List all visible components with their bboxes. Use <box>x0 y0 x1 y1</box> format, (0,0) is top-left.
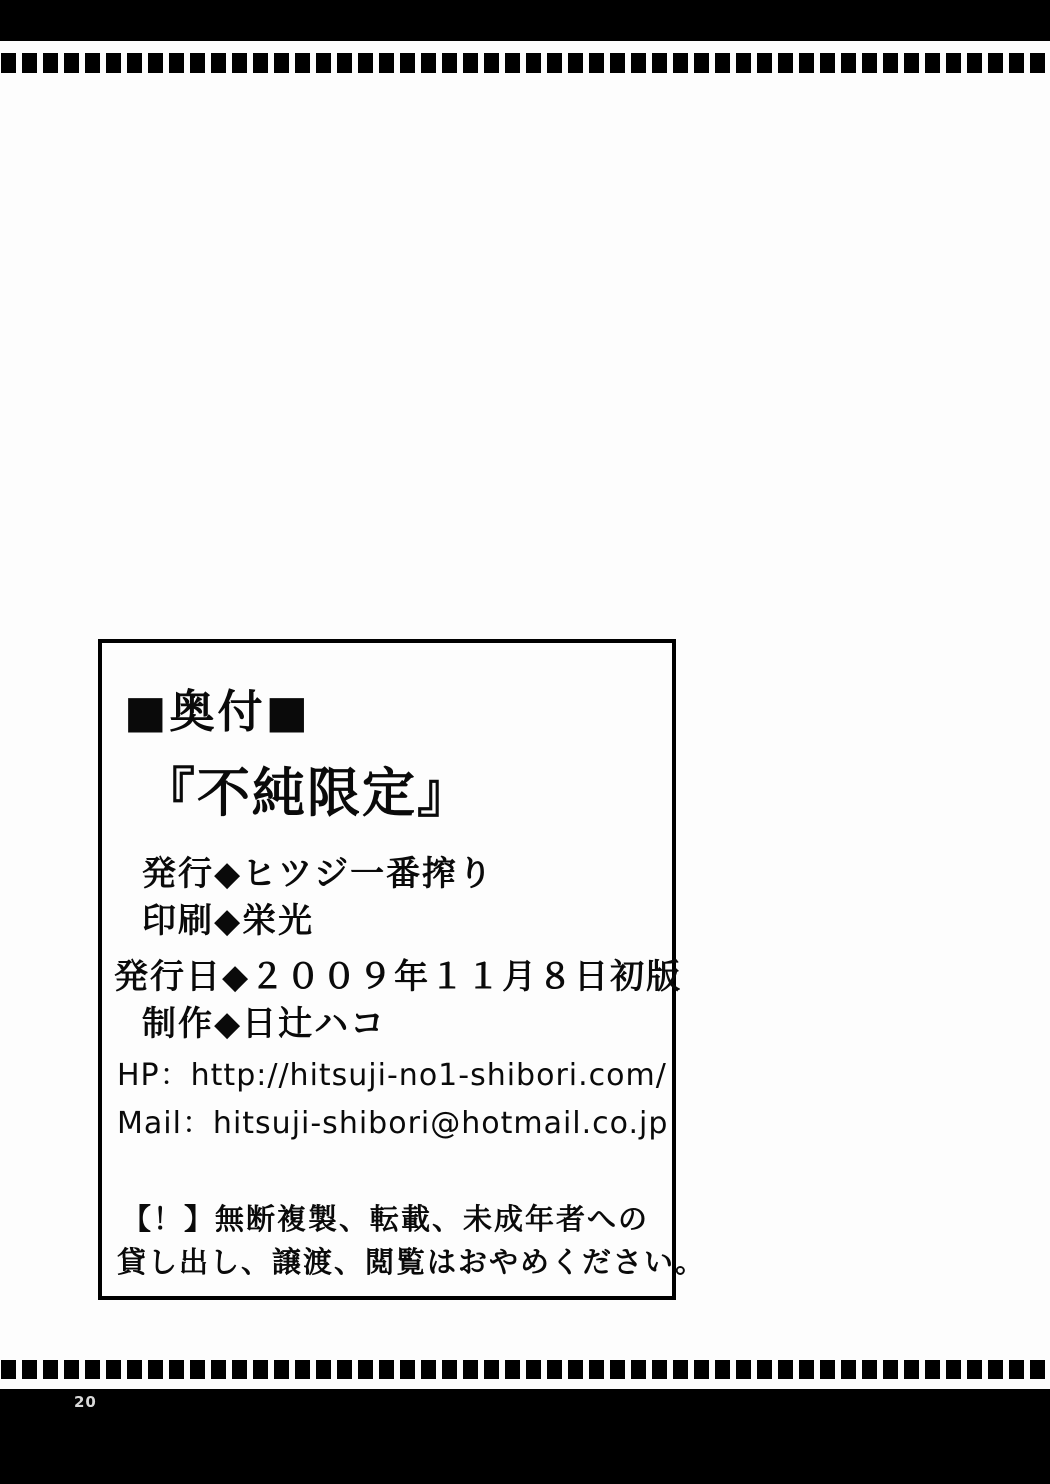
colophon-box <box>98 639 707 1300</box>
homepage-url: HP：http://hitsuji-no1-shibori.com/ <box>117 1058 667 1093</box>
warning-text-line2: 貸し出し、譲渡、閲覧はおやめください。 <box>117 1245 707 1279</box>
top-black-bar <box>0 0 1050 41</box>
warning-text-line1: 【！】無断複製、転載、未成年者への <box>122 1202 650 1236</box>
film-strip-top <box>1 53 1050 73</box>
publisher-line: 発行◆ヒツジ一番搾り <box>142 854 495 894</box>
production-line: 制作◆日辻ハコ <box>142 1004 387 1044</box>
book-title: 『不純限定』 <box>142 763 472 824</box>
colophon-header: ■奥付■ <box>124 685 312 738</box>
printer-line: 印刷◆栄光 <box>142 901 315 941</box>
film-strip-bottom <box>1 1360 1050 1379</box>
publication-date-line: 発行日◆２００９年１１月８日初版 <box>114 957 683 997</box>
mail-address: Mail：hitsuji-shibori@hotmail.co.jp <box>117 1106 669 1141</box>
page-number: 20 <box>74 1393 97 1411</box>
bottom-black-bar <box>0 1389 1050 1484</box>
